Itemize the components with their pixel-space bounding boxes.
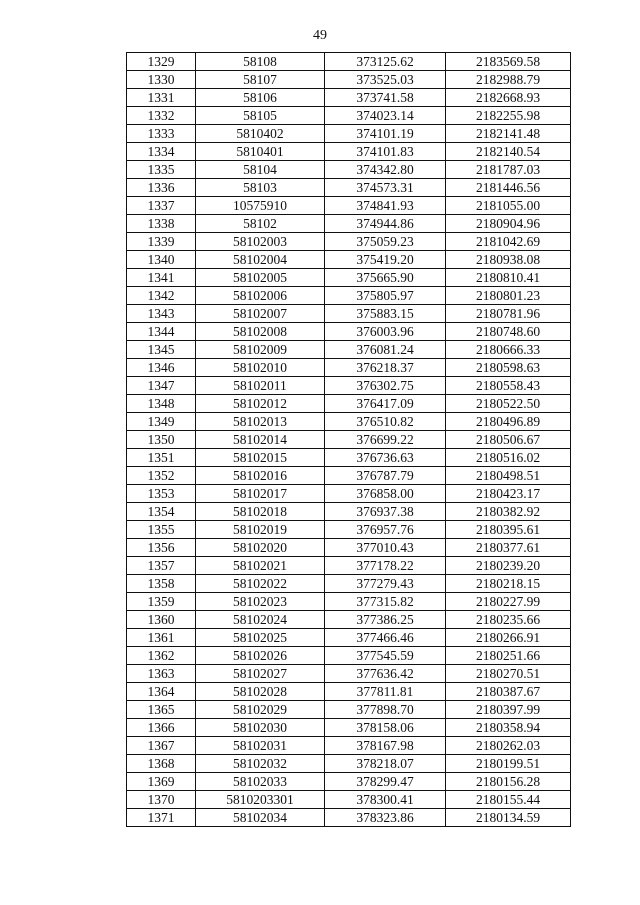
point-id-cell: 58102024: [196, 611, 325, 629]
y-coordinate-cell: 2180516.02: [446, 449, 571, 467]
x-coordinate-cell: 375805.97: [325, 287, 446, 305]
y-coordinate-cell: 2181787.03: [446, 161, 571, 179]
x-coordinate-cell: 377386.25: [325, 611, 446, 629]
y-coordinate-cell: 2180498.51: [446, 467, 571, 485]
point-id-cell: 58102: [196, 215, 325, 233]
point-id-cell: 58102029: [196, 701, 325, 719]
table-row: [127, 359, 571, 377]
x-coordinate-cell: 377545.59: [325, 647, 446, 665]
x-coordinate-cell: 375883.15: [325, 305, 446, 323]
y-coordinate-cell: 2180558.43: [446, 377, 571, 395]
x-coordinate-cell: 375059.23: [325, 233, 446, 251]
table-row: [127, 485, 571, 503]
point-id-cell: 58102009: [196, 341, 325, 359]
table-row: [127, 233, 571, 251]
row-number-cell: 1329: [127, 53, 196, 71]
row-number-cell: 1366: [127, 719, 196, 737]
x-coordinate-cell: 376510.82: [325, 413, 446, 431]
row-number-cell: 1332: [127, 107, 196, 125]
table-row: [127, 773, 571, 791]
x-coordinate-cell: 376218.37: [325, 359, 446, 377]
x-coordinate-cell: 374944.86: [325, 215, 446, 233]
y-coordinate-cell: 2180218.15: [446, 575, 571, 593]
x-coordinate-cell: 373125.62: [325, 53, 446, 71]
row-number-cell: 1348: [127, 395, 196, 413]
x-coordinate-cell: 377315.82: [325, 593, 446, 611]
y-coordinate-cell: 2180781.96: [446, 305, 571, 323]
row-number-cell: 1334: [127, 143, 196, 161]
point-id-cell: 58102027: [196, 665, 325, 683]
x-coordinate-cell: 374342.80: [325, 161, 446, 179]
row-number-cell: 1338: [127, 215, 196, 233]
row-number-cell: 1342: [127, 287, 196, 305]
row-number-cell: 1335: [127, 161, 196, 179]
y-coordinate-cell: 2180397.99: [446, 701, 571, 719]
point-id-cell: 58106: [196, 89, 325, 107]
y-coordinate-cell: 2180382.92: [446, 503, 571, 521]
y-coordinate-cell: 2180270.51: [446, 665, 571, 683]
table-row: [127, 413, 571, 431]
x-coordinate-cell: 376302.75: [325, 377, 446, 395]
row-number-cell: 1357: [127, 557, 196, 575]
point-id-cell: 58104: [196, 161, 325, 179]
point-id-cell: 58102019: [196, 521, 325, 539]
point-id-cell: 58102023: [196, 593, 325, 611]
point-id-cell: 58102021: [196, 557, 325, 575]
y-coordinate-cell: 2180227.99: [446, 593, 571, 611]
table-row: [127, 323, 571, 341]
x-coordinate-cell: 374023.14: [325, 107, 446, 125]
y-coordinate-cell: 2180801.23: [446, 287, 571, 305]
table-row: [127, 287, 571, 305]
y-coordinate-cell: 2182668.93: [446, 89, 571, 107]
row-number-cell: 1369: [127, 773, 196, 791]
y-coordinate-cell: 2180134.59: [446, 809, 571, 827]
point-id-cell: 10575910: [196, 197, 325, 215]
x-coordinate-cell: 378300.41: [325, 791, 446, 809]
row-number-cell: 1361: [127, 629, 196, 647]
point-id-cell: 5810203301: [196, 791, 325, 809]
table-row: [127, 665, 571, 683]
row-number-cell: 1331: [127, 89, 196, 107]
x-coordinate-cell: 375665.90: [325, 269, 446, 287]
x-coordinate-cell: 374101.19: [325, 125, 446, 143]
x-coordinate-cell: 374101.83: [325, 143, 446, 161]
y-coordinate-cell: 2182988.79: [446, 71, 571, 89]
table-row: [127, 269, 571, 287]
point-id-cell: 58102018: [196, 503, 325, 521]
y-coordinate-cell: 2182140.54: [446, 143, 571, 161]
row-number-cell: 1333: [127, 125, 196, 143]
table-row: [127, 611, 571, 629]
x-coordinate-cell: 376736.63: [325, 449, 446, 467]
point-id-cell: 58102004: [196, 251, 325, 269]
x-coordinate-cell: 376003.96: [325, 323, 446, 341]
table-row: [127, 503, 571, 521]
x-coordinate-cell: 374573.31: [325, 179, 446, 197]
y-coordinate-cell: 2183569.58: [446, 53, 571, 71]
table-row: [127, 251, 571, 269]
y-coordinate-cell: 2180810.41: [446, 269, 571, 287]
row-number-cell: 1354: [127, 503, 196, 521]
y-coordinate-cell: 2180377.61: [446, 539, 571, 557]
table-row: [127, 755, 571, 773]
y-coordinate-cell: 2180358.94: [446, 719, 571, 737]
x-coordinate-cell: 378167.98: [325, 737, 446, 755]
x-coordinate-cell: 377279.43: [325, 575, 446, 593]
y-coordinate-cell: 2180496.89: [446, 413, 571, 431]
table-row: [127, 449, 571, 467]
x-coordinate-cell: 376787.79: [325, 467, 446, 485]
point-id-cell: 58102014: [196, 431, 325, 449]
point-id-cell: 58102030: [196, 719, 325, 737]
row-number-cell: 1364: [127, 683, 196, 701]
point-id-cell: 58102022: [196, 575, 325, 593]
point-id-cell: 58102015: [196, 449, 325, 467]
table-row: [127, 341, 571, 359]
table-row: [127, 305, 571, 323]
point-id-cell: 58102013: [196, 413, 325, 431]
x-coordinate-cell: 377898.70: [325, 701, 446, 719]
point-id-cell: 58102005: [196, 269, 325, 287]
point-id-cell: 58102008: [196, 323, 325, 341]
y-coordinate-cell: 2180155.44: [446, 791, 571, 809]
x-coordinate-cell: 378158.06: [325, 719, 446, 737]
point-id-cell: 58102034: [196, 809, 325, 827]
row-number-cell: 1371: [127, 809, 196, 827]
row-number-cell: 1362: [127, 647, 196, 665]
table-row: [127, 539, 571, 557]
x-coordinate-cell: 377811.81: [325, 683, 446, 701]
row-number-cell: 1363: [127, 665, 196, 683]
x-coordinate-cell: 374841.93: [325, 197, 446, 215]
row-number-cell: 1344: [127, 323, 196, 341]
point-id-cell: 58102032: [196, 755, 325, 773]
row-number-cell: 1370: [127, 791, 196, 809]
table-row: [127, 557, 571, 575]
y-coordinate-cell: 2180266.91: [446, 629, 571, 647]
point-id-cell: 58108: [196, 53, 325, 71]
table-row: [127, 521, 571, 539]
row-number-cell: 1343: [127, 305, 196, 323]
row-number-cell: 1358: [127, 575, 196, 593]
x-coordinate-cell: 376858.00: [325, 485, 446, 503]
page-number: 49: [313, 28, 327, 43]
table-row: [127, 737, 571, 755]
point-id-cell: 58102011: [196, 377, 325, 395]
row-number-cell: 1355: [127, 521, 196, 539]
row-number-cell: 1350: [127, 431, 196, 449]
table-row: [127, 431, 571, 449]
point-id-cell: 58102007: [196, 305, 325, 323]
row-number-cell: 1352: [127, 467, 196, 485]
table-row: [127, 161, 571, 179]
table-row: [127, 71, 571, 89]
x-coordinate-cell: 377010.43: [325, 539, 446, 557]
table-row: [127, 107, 571, 125]
row-number-cell: 1340: [127, 251, 196, 269]
point-id-cell: 5810401: [196, 143, 325, 161]
table-row: [127, 629, 571, 647]
x-coordinate-cell: 373741.58: [325, 89, 446, 107]
table-row: [127, 791, 571, 809]
point-id-cell: 58102033: [196, 773, 325, 791]
table-row: [127, 125, 571, 143]
y-coordinate-cell: 2182141.48: [446, 125, 571, 143]
point-id-cell: 58102012: [196, 395, 325, 413]
y-coordinate-cell: 2180506.67: [446, 431, 571, 449]
x-coordinate-cell: 377466.46: [325, 629, 446, 647]
x-coordinate-cell: 373525.03: [325, 71, 446, 89]
x-coordinate-cell: 376699.22: [325, 431, 446, 449]
table-row: [127, 647, 571, 665]
y-coordinate-cell: 2180666.33: [446, 341, 571, 359]
table-row: [127, 143, 571, 161]
y-coordinate-cell: 2180395.61: [446, 521, 571, 539]
row-number-cell: 1351: [127, 449, 196, 467]
point-id-cell: 58102006: [196, 287, 325, 305]
y-coordinate-cell: 2180423.17: [446, 485, 571, 503]
point-id-cell: 58102017: [196, 485, 325, 503]
y-coordinate-cell: 2182255.98: [446, 107, 571, 125]
point-id-cell: 58102020: [196, 539, 325, 557]
y-coordinate-cell: 2180938.08: [446, 251, 571, 269]
y-coordinate-cell: 2180387.67: [446, 683, 571, 701]
row-number-cell: 1346: [127, 359, 196, 377]
table-row: [127, 197, 571, 215]
x-coordinate-cell: 378299.47: [325, 773, 446, 791]
row-number-cell: 1345: [127, 341, 196, 359]
row-number-cell: 1341: [127, 269, 196, 287]
row-number-cell: 1336: [127, 179, 196, 197]
x-coordinate-cell: 378218.07: [325, 755, 446, 773]
x-coordinate-cell: 377636.42: [325, 665, 446, 683]
point-id-cell: 58102010: [196, 359, 325, 377]
y-coordinate-cell: 2180239.20: [446, 557, 571, 575]
point-id-cell: 58102026: [196, 647, 325, 665]
row-number-cell: 1353: [127, 485, 196, 503]
x-coordinate-cell: 377178.22: [325, 557, 446, 575]
point-id-cell: 58102003: [196, 233, 325, 251]
row-number-cell: 1349: [127, 413, 196, 431]
table-row: [127, 467, 571, 485]
y-coordinate-cell: 2180598.63: [446, 359, 571, 377]
x-coordinate-cell: 375419.20: [325, 251, 446, 269]
y-coordinate-cell: 2180748.60: [446, 323, 571, 341]
table-row: [127, 89, 571, 107]
table-row: [127, 377, 571, 395]
row-number-cell: 1359: [127, 593, 196, 611]
point-id-cell: 58103: [196, 179, 325, 197]
table-row: [127, 179, 571, 197]
row-number-cell: 1367: [127, 737, 196, 755]
row-number-cell: 1356: [127, 539, 196, 557]
point-id-cell: 58102028: [196, 683, 325, 701]
y-coordinate-cell: 2180904.96: [446, 215, 571, 233]
table-row: [127, 215, 571, 233]
point-id-cell: 58102016: [196, 467, 325, 485]
x-coordinate-cell: 376937.38: [325, 503, 446, 521]
table-row: [127, 719, 571, 737]
y-coordinate-cell: 2180251.66: [446, 647, 571, 665]
row-number-cell: 1339: [127, 233, 196, 251]
table-row: [127, 809, 571, 827]
y-coordinate-cell: 2181446.56: [446, 179, 571, 197]
x-coordinate-cell: 376417.09: [325, 395, 446, 413]
row-number-cell: 1368: [127, 755, 196, 773]
x-coordinate-cell: 378323.86: [325, 809, 446, 827]
y-coordinate-cell: 2180235.66: [446, 611, 571, 629]
point-id-cell: 58107: [196, 71, 325, 89]
y-coordinate-cell: 2180262.03: [446, 737, 571, 755]
point-id-cell: 5810402: [196, 125, 325, 143]
table-body: [127, 53, 571, 827]
table-row: [127, 395, 571, 413]
row-number-cell: 1330: [127, 71, 196, 89]
table-row: [127, 701, 571, 719]
point-id-cell: 58102025: [196, 629, 325, 647]
x-coordinate-cell: 376081.24: [325, 341, 446, 359]
y-coordinate-cell: 2181055.00: [446, 197, 571, 215]
table-row: [127, 593, 571, 611]
table-row: [127, 53, 571, 71]
y-coordinate-cell: 2180156.28: [446, 773, 571, 791]
point-id-cell: 58105: [196, 107, 325, 125]
y-coordinate-cell: 2180199.51: [446, 755, 571, 773]
point-id-cell: 58102031: [196, 737, 325, 755]
x-coordinate-cell: 376957.76: [325, 521, 446, 539]
row-number-cell: 1337: [127, 197, 196, 215]
table-row: [127, 683, 571, 701]
row-number-cell: 1365: [127, 701, 196, 719]
y-coordinate-cell: 2180522.50: [446, 395, 571, 413]
row-number-cell: 1347: [127, 377, 196, 395]
row-number-cell: 1360: [127, 611, 196, 629]
y-coordinate-cell: 2181042.69: [446, 233, 571, 251]
table-row: [127, 575, 571, 593]
coordinates-table: [126, 52, 571, 827]
